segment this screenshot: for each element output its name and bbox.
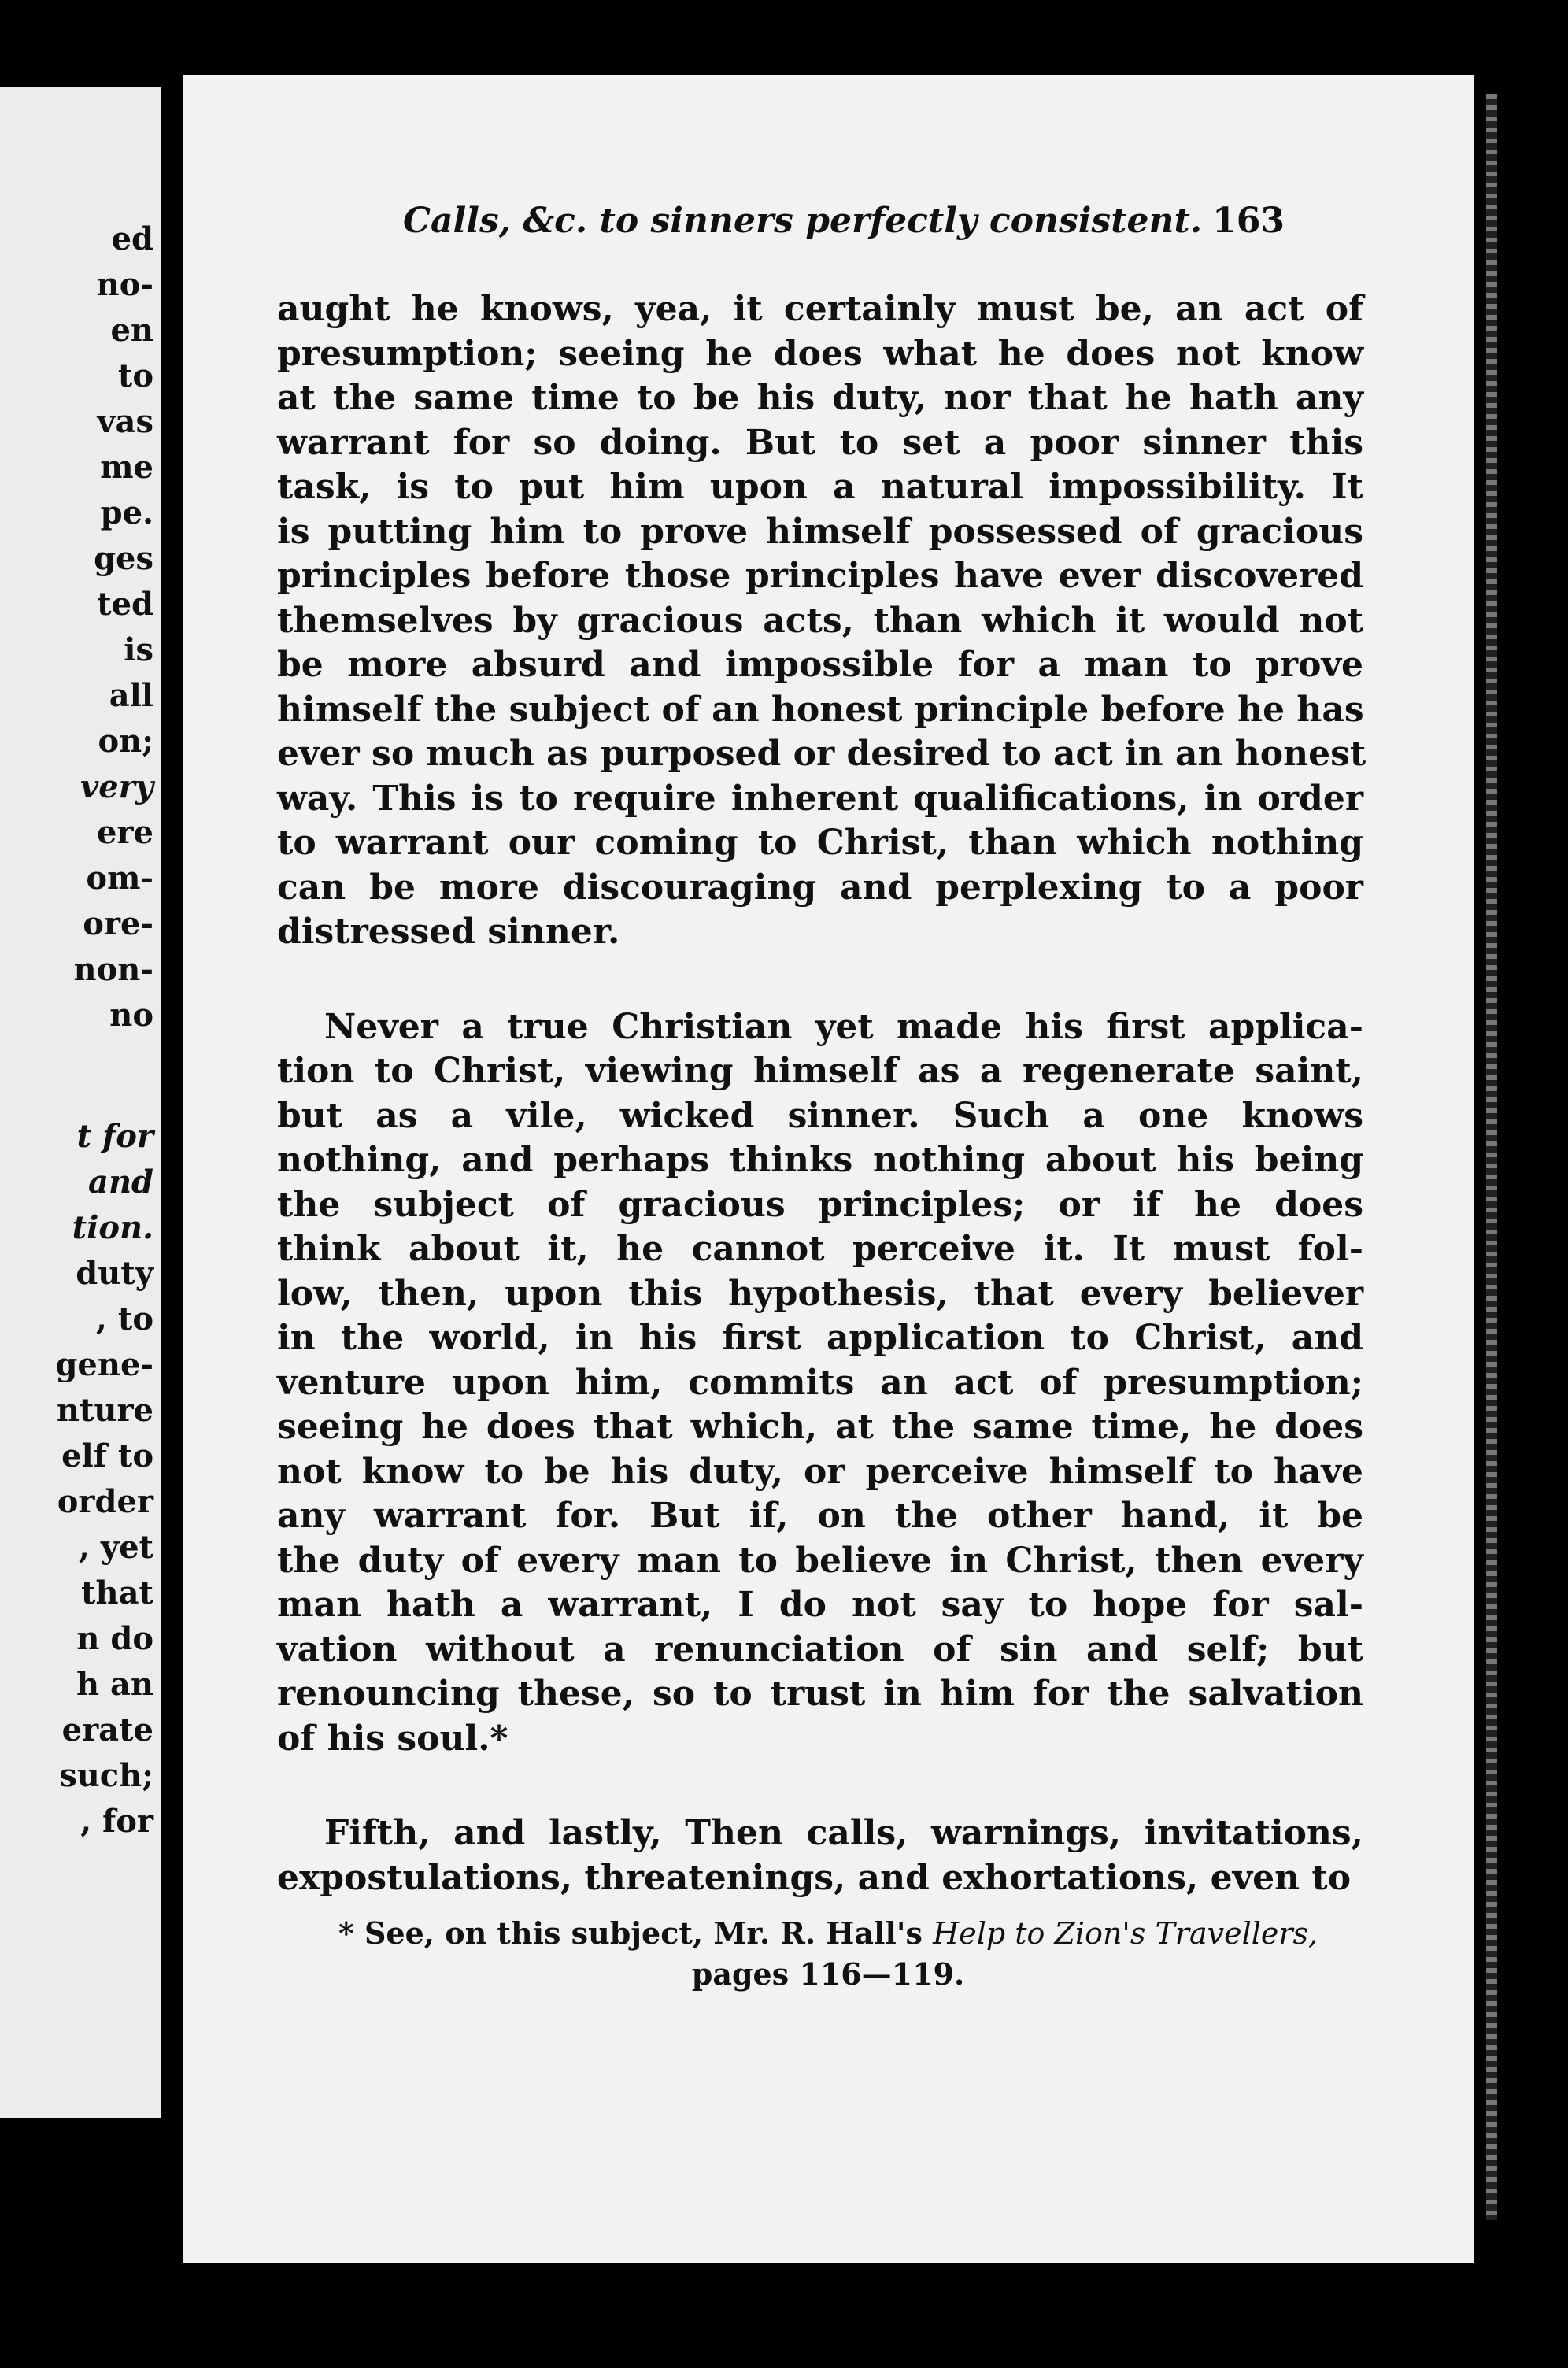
text-line: renouncing these, so to trust in him for the salvation [277,1674,1363,1714]
footnote-text: * See, on this subject, Mr. R. Hall's [338,1915,934,1951]
text-line: way. This is to require inherent qualifications, in order [277,778,1363,819]
text-line: Never a true Christian yet made his first applica- [324,1006,1363,1047]
left-page-fragment: , yet [78,1529,153,1566]
left-page-fragment: that [81,1574,153,1611]
text-line: man hath a warrant, I do not say to hope for sal- [277,1585,1363,1625]
left-page-fragment: ted [97,586,153,623]
left-page-fragment: very [80,768,153,805]
text-line: can be more discouraging and perplexing to a poor [277,867,1363,908]
running-title: Calls, &c. to sinners perfectly consistent. [403,201,1203,241]
left-page-fragment: ed [111,220,153,257]
text-line: not know to be his duty, or perceive himself to have [277,1451,1363,1492]
body-text [277,287,1366,1900]
left-page-fragment: om- [86,860,153,897]
book-gutter [161,63,185,2204]
left-page-fragment: no- [96,266,153,303]
left-page-fragment: gene- [55,1346,153,1383]
left-page-fragment: vas [97,403,153,440]
left-page-fragment: pe. [100,494,153,531]
left-page-fragment: no [109,997,153,1034]
text-line: seeing he does that which, at the same time, he does [277,1407,1363,1447]
text-line: is putting him to prove himself possessed of gracious [277,511,1363,552]
text-line: vation without a renunciation of sin and self; but [277,1629,1363,1670]
left-page-fragment: nture [56,1392,153,1429]
text-line: Fifth, and lastly, Then calls, warnings, invitations, [324,1813,1363,1853]
left-page-fragment: ore- [83,905,153,942]
footnote [293,1913,1363,1995]
text-line: tion to Christ, viewing himself as a regenerate saint, [277,1051,1363,1091]
left-page-fragment: h an [76,1666,153,1703]
text-line: to warrant our coming to Christ, than which nothing [277,823,1363,863]
text-line: the duty of every man to believe in Christ, then every [277,1540,1363,1581]
text-line: expostulations, threatenings, and exhortations, even to [277,1857,1352,1898]
footnote-pages: pages 116—119. [691,1956,965,1992]
text-line: think about it, he cannot perceive it. It must fol- [277,1229,1363,1269]
left-page-fragment: n do [76,1620,153,1657]
text-line: task, is to put him upon a natural impossibility. It [277,467,1363,507]
left-page-fragment: en [110,312,153,349]
page-number: 163 [1212,201,1285,241]
left-page-fragment: tion. [72,1209,153,1246]
book-page [183,75,1474,2263]
left-page-fragment: non- [73,951,153,988]
text-line: presumption; seeing he does what he does not know [277,333,1363,374]
text-line: himself the subject of an honest principle before he has [277,689,1364,730]
page-stack-edge [1486,94,1497,2220]
text-line: principles before those principles have ever discovered [277,556,1363,596]
left-page-fragment: such; [59,1757,153,1794]
left-page-fragment: duty [76,1255,153,1292]
paragraph-1 [277,287,1366,955]
text-line: distressed sinner. [277,912,620,952]
text-line: be more absurd and impossible for a man to prove [277,645,1363,685]
footnote-book-title: Help to Zion's Travellers, [933,1916,1318,1951]
left-page-fragment: , for [80,1803,153,1840]
left-page-fragment: t for [76,1118,153,1155]
text-line: of his soul.* [277,1718,508,1759]
paragraph-2 [277,1005,1363,1762]
left-page-fragment: ges [94,540,153,577]
text-line: any warrant for. But if, on the other hand, it be [277,1496,1363,1536]
text-line: at the same time to be his duty, nor that he hath any [277,378,1363,418]
left-page-fragment: me [100,449,153,486]
text-line: in the world, in his first application to Christ, and [277,1318,1363,1358]
left-page-fragment: to [117,357,153,394]
text-line: the subject of gracious principles; or if he does [277,1184,1363,1225]
left-page-fragment: erate [61,1711,153,1748]
left-page-fragment: elf to [61,1437,153,1474]
left-page-fragment: is [124,631,153,668]
left-page-fragment: all [109,677,153,714]
text-line: themselves by gracious acts, than which it would not [277,600,1363,641]
facing-page-fragment [0,87,161,2118]
left-page-fragment: on; [98,723,153,760]
paragraph-3 [277,1811,1363,1900]
left-page-fragment: , to [95,1301,153,1338]
left-page-fragment: and [88,1164,153,1201]
text-line: ever so much as purposed or desired to act in an honest [277,734,1366,774]
text-line: low, then, upon this hypothesis, that every believer [277,1273,1363,1314]
text-line: but as a vile, wicked sinner. Such a one knows [277,1095,1363,1136]
text-line: venture upon him, commits an act of presumption; [277,1362,1363,1403]
text-line: aught he knows, yea, it certainly must be, an act of [277,289,1363,329]
left-page-fragment: ere [97,814,153,851]
text-line: warrant for so doing. But to set a poor sinner this [277,422,1363,463]
running-header [403,201,1285,241]
left-page-fragment: order [57,1483,153,1520]
text-line: nothing, and perhaps thinks nothing about his being [277,1140,1363,1180]
